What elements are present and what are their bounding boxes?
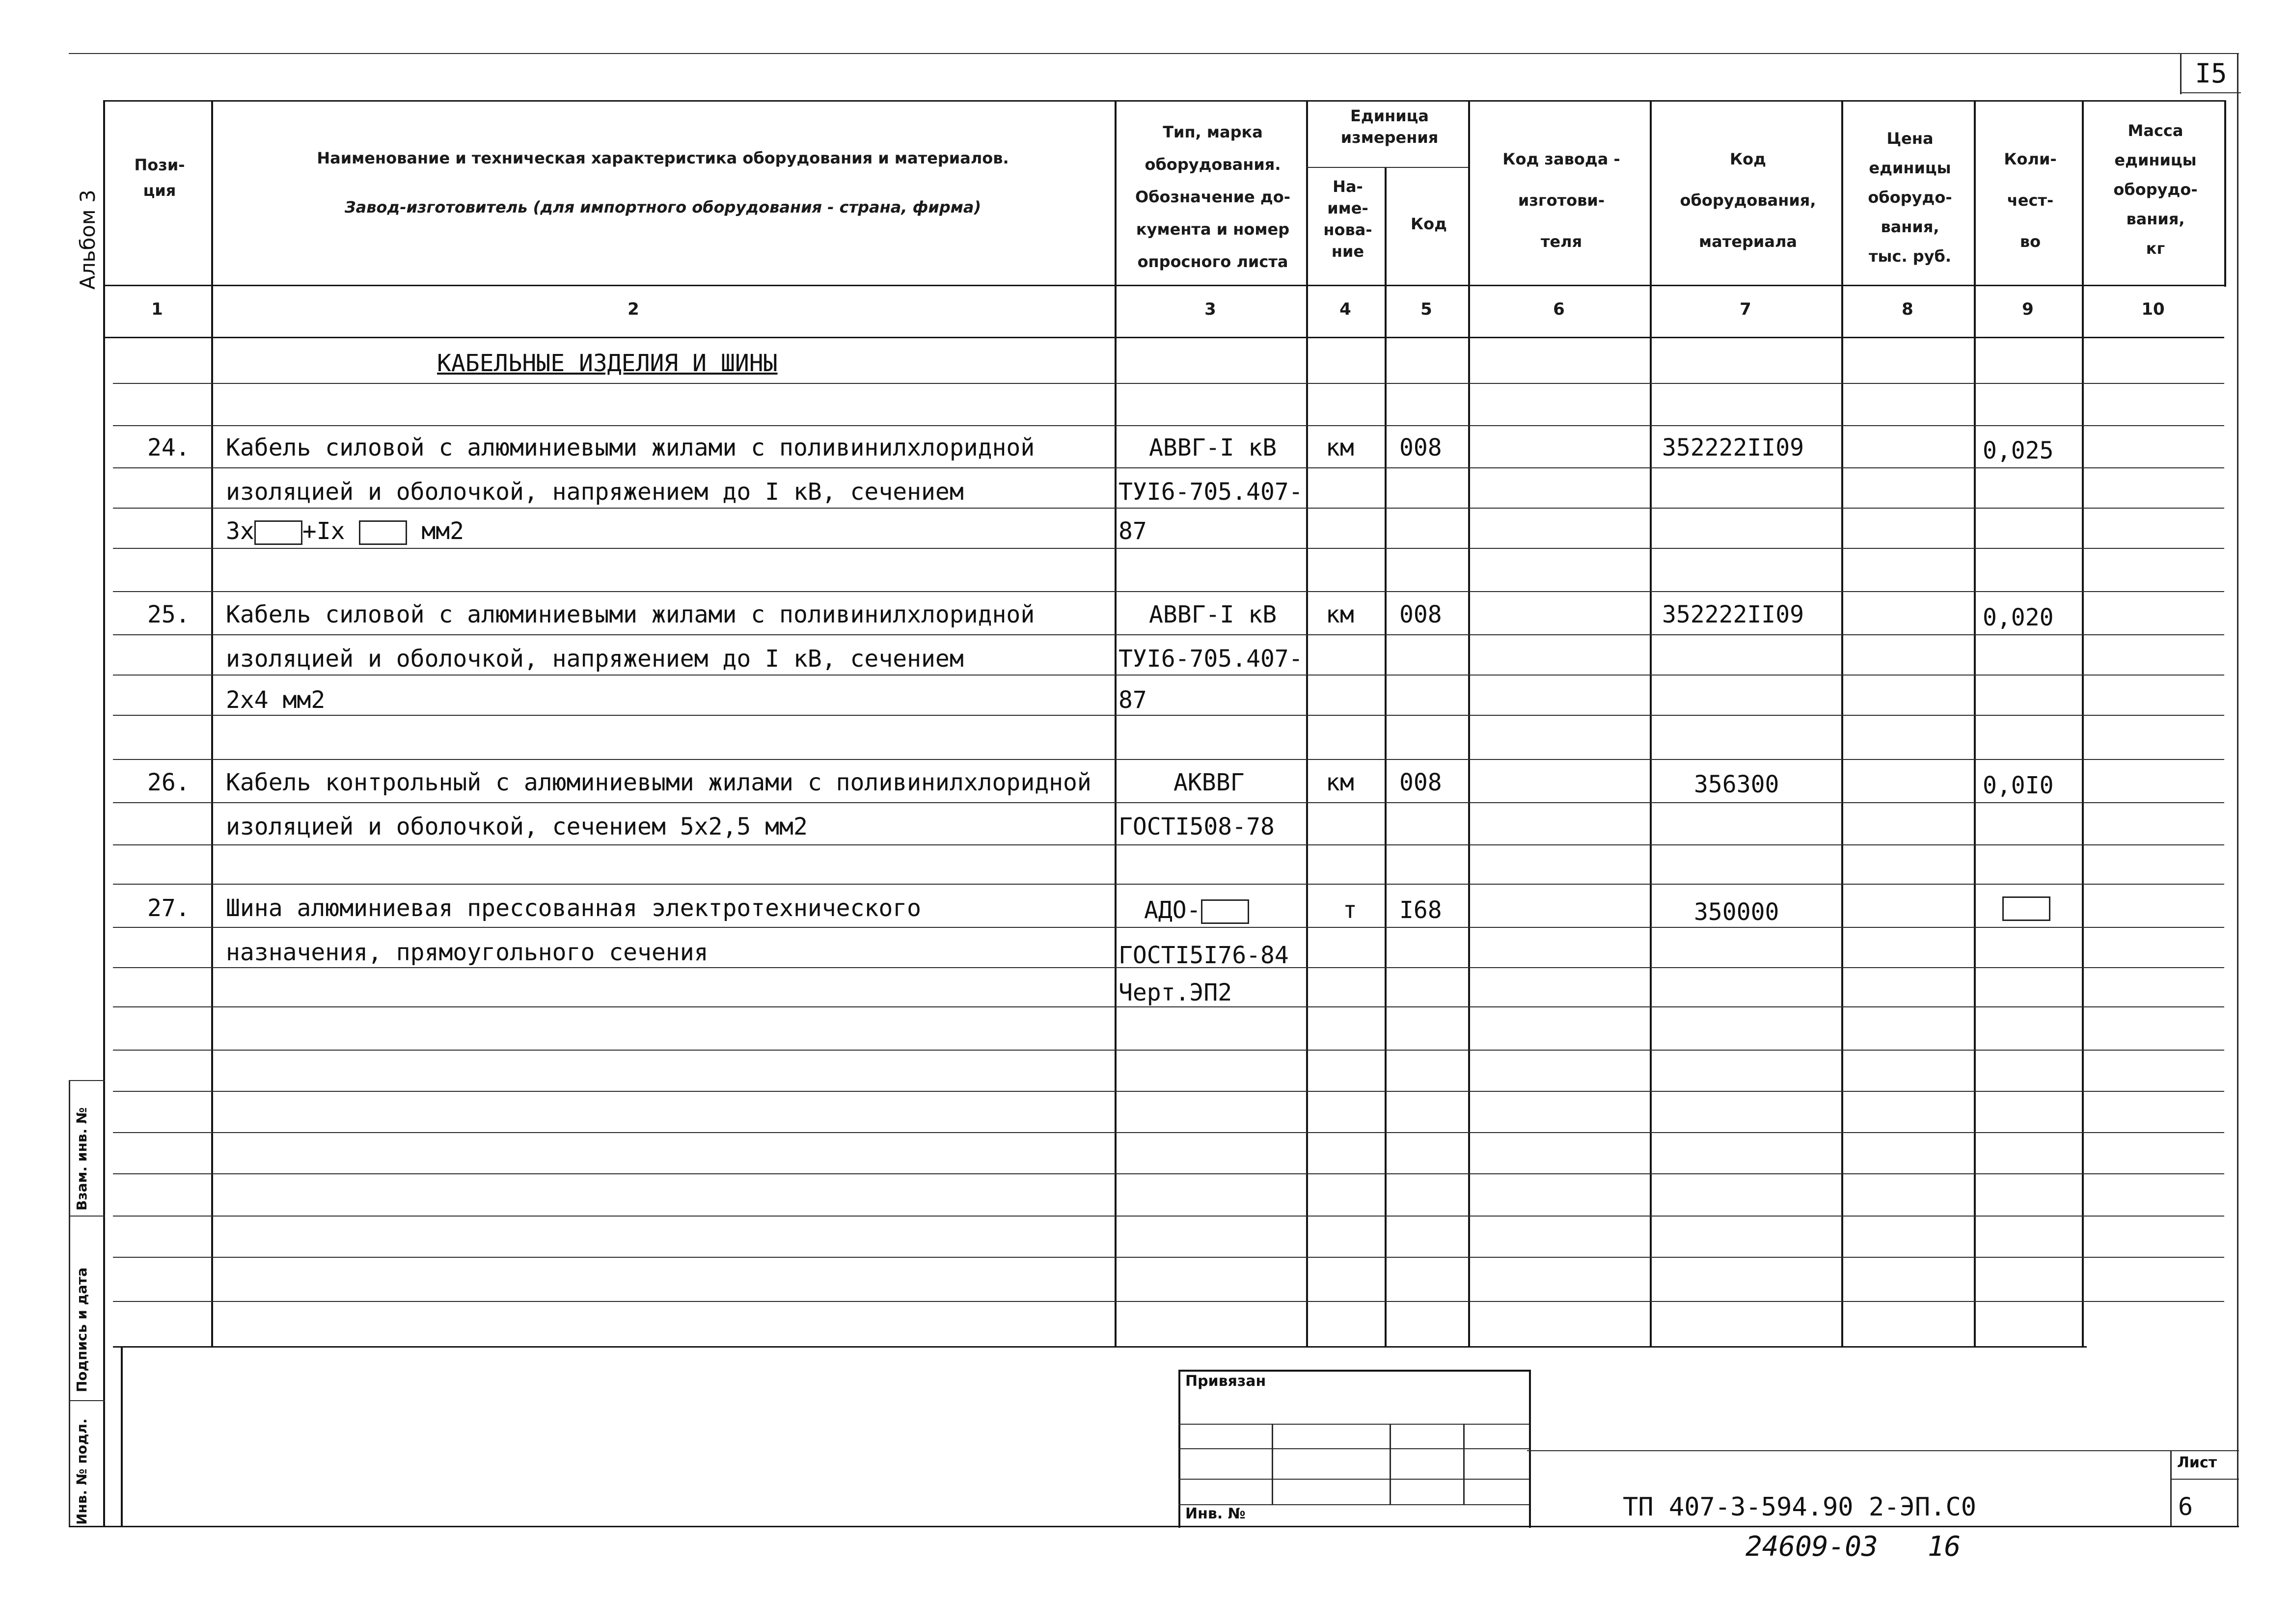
sheet-box-rule <box>2170 1479 2239 1480</box>
header-name-line2: Завод-изготовитель (для импортного оборудования - страна, фирма) <box>344 198 982 217</box>
item-27-quantity-blank-box <box>2002 896 2050 921</box>
table-row-rule <box>113 1006 2224 1007</box>
item-24-name-line3 <box>226 517 464 545</box>
col-sep-7 <box>1841 100 1843 1347</box>
sheet-label: Лист <box>2177 1454 2217 1471</box>
item-26-spec: ГОСТI508-78 <box>1118 813 1275 840</box>
side-strip-div1 <box>69 1216 105 1217</box>
colnum-4: 4 <box>1339 299 1351 319</box>
stamp-inventory-label: Инв. № <box>1185 1505 1246 1522</box>
table-row-rule <box>113 1132 2224 1133</box>
side-strip-outer <box>69 1080 70 1526</box>
item-25-unit: км <box>1326 601 1354 628</box>
table-row-rule <box>113 591 2224 592</box>
table-row-rule <box>113 1216 2224 1217</box>
item-26-unit-code: 008 <box>1399 769 1442 796</box>
item-24-unit: км <box>1326 434 1354 461</box>
col-sep-5 <box>1468 100 1470 1347</box>
table-row-rule <box>113 1257 2224 1258</box>
table-row-rule <box>113 383 2224 384</box>
header-factory-code: Код завода - изготови- теля <box>1502 150 1620 251</box>
item-25-name-line3: 2х4 мм2 <box>226 686 326 714</box>
stamp-vsep-2 <box>1390 1424 1391 1504</box>
side-label-inv-orig: Инв. № подл. <box>74 1418 90 1525</box>
sheet-value: 6 <box>2178 1492 2193 1521</box>
sheet-number-rule <box>2180 92 2241 93</box>
col-sep-9 <box>2082 100 2084 1347</box>
blank-field-box <box>1201 899 1249 924</box>
header-equipment-code: Код оборудования, материала <box>1680 150 1816 251</box>
col-sep-4 <box>1385 167 1387 1347</box>
side-strip-top <box>69 1080 105 1081</box>
header-unit-name: На- име- нова- ние <box>1323 177 1372 261</box>
item-24-name-line1: Кабель силовой с алюминиевыми жилами с поливинилхлоридной <box>226 434 1035 461</box>
table-row-rule <box>113 927 2224 928</box>
table-row-rule <box>113 508 2224 509</box>
table-row-rule <box>113 884 2224 885</box>
document-code: ТП 407-3-594.90 2-ЭП.С0 <box>1623 1492 1977 1522</box>
col-sep-3 <box>1306 100 1308 1347</box>
header-bottom-border <box>103 285 2224 286</box>
stamp-rule-1 <box>1178 1424 1529 1425</box>
page-bottom-border <box>69 1526 2239 1527</box>
col-sep-6 <box>1650 100 1652 1347</box>
stamp-rule-2 <box>1178 1448 1529 1449</box>
item-24-section-mid: +Iх <box>302 517 345 545</box>
item-27-unit: т <box>1343 896 1357 924</box>
sheet-number-box-left <box>2180 53 2182 94</box>
colnum-2: 2 <box>627 299 639 319</box>
table-row-rule <box>113 1173 2224 1174</box>
table-row-rule <box>113 1050 2224 1051</box>
item-24-section-unit: мм2 <box>421 517 464 545</box>
table-row-rule <box>113 675 2224 676</box>
stamp-vsep-3 <box>1463 1424 1465 1504</box>
item-25-unit-code: 008 <box>1399 601 1442 628</box>
item-24-type: АВВГ-I кВ <box>1149 434 1277 461</box>
item-24-spec-cont: 87 <box>1118 517 1147 545</box>
item-26-type: АКВВГ <box>1173 769 1245 796</box>
item-27-name-line2: назначения, прямоугольного сечения <box>226 939 709 966</box>
stamp-vsep-1 <box>1272 1424 1273 1504</box>
title-block-top-rule <box>1527 1450 2239 1451</box>
right-outer-frame <box>2237 53 2238 1526</box>
table-row-rule <box>113 467 2224 468</box>
top-rule <box>69 53 2239 54</box>
table-row-rule <box>113 844 2224 845</box>
item-26-position: 26. <box>147 769 190 796</box>
colnum-1: 1 <box>151 299 163 319</box>
colnum-9: 9 <box>2022 299 2034 319</box>
table-row-rule <box>113 634 2224 635</box>
left-frame <box>103 100 105 1526</box>
item-25-equipment-code: 352222II09 <box>1662 601 1804 628</box>
item-27-equipment-code: 350000 <box>1694 898 1779 926</box>
item-24-spec: ТУI6-705.407- <box>1118 478 1303 506</box>
colnum-10: 10 <box>2141 299 2165 319</box>
archive-number: 24609-03 16 <box>1746 1531 1961 1563</box>
colnum-7: 7 <box>1740 299 1751 319</box>
item-24-quantity: 0,025 <box>1983 437 2054 464</box>
item-25-spec-cont: 87 <box>1118 686 1147 714</box>
blank-field-box <box>254 520 302 545</box>
item-24-equipment-code: 352222II09 <box>1662 434 1804 461</box>
item-25-position: 25. <box>147 601 190 628</box>
album-label: Альбом 3 <box>76 189 100 290</box>
item-27-spec: ГОСТI5I76-84 <box>1118 942 1289 969</box>
item-25-name-line2: изоляцией и оболочкой, напряжением до I кВ, сечением <box>226 645 964 673</box>
table-row-rule <box>113 548 2224 549</box>
table-row-rule <box>113 425 2224 426</box>
colnum-3: 3 <box>1204 299 1216 319</box>
table-row-rule <box>113 759 2224 760</box>
item-27-type-prefix: АДО- <box>1144 896 1201 924</box>
header-unit-code: Код <box>1411 215 1447 233</box>
side-label-replace-inv: Взам. инв. № <box>74 1107 90 1211</box>
table-top-border <box>103 100 2224 102</box>
stamp-rule-3 <box>1178 1479 1529 1480</box>
unit-group-rule <box>1306 167 1468 168</box>
stamp-linked-label: Привязан <box>1185 1373 1266 1390</box>
item-26-name-line1: Кабель контрольный с алюминиевыми жилами с поливинилхлоридной <box>226 769 1091 796</box>
item-27-name-line1: Шина алюминиевая прессованная электротехнического <box>226 894 922 922</box>
item-27-position: 27. <box>147 894 190 922</box>
left-inner-frame <box>121 1346 123 1526</box>
section-title: КАБЕЛЬНЫЕ ИЗДЕЛИЯ И ШИНЫ <box>437 350 778 377</box>
header-type: Тип, марка оборудования. Обозначение до- кумента и номер опросного листа <box>1135 123 1290 271</box>
table-body-bottom-border <box>113 1346 2087 1348</box>
colnum-bottom-border <box>103 337 2224 338</box>
item-27-drawing: Черт.ЭП2 <box>1118 979 1232 1006</box>
blank-field-box <box>359 520 407 545</box>
item-24-unit-code: 008 <box>1399 434 1442 461</box>
table-row-rule <box>113 715 2224 716</box>
item-27-unit-code: I68 <box>1399 896 1442 924</box>
colnum-8: 8 <box>1902 299 1913 319</box>
colnum-5: 5 <box>1420 299 1432 319</box>
item-25-type: АВВГ-I кВ <box>1149 601 1277 628</box>
right-frame <box>2224 100 2226 287</box>
header-unit-group: Единица измерения <box>1340 107 1439 147</box>
item-27-type <box>1144 896 1249 924</box>
col-sep-8 <box>1974 100 1976 1347</box>
header-price: Цена единицы оборудо- вания, тыс. руб. <box>1868 129 1952 266</box>
item-25-spec: ТУI6-705.407- <box>1118 645 1303 673</box>
col-sep-2 <box>1115 100 1117 1347</box>
side-label-sign-date: Подпись и дата <box>74 1267 90 1392</box>
col-sep-1 <box>211 100 213 1347</box>
header-position: Пози- ция <box>134 156 185 200</box>
item-26-quantity: 0,0I0 <box>1983 772 2054 799</box>
table-row-rule <box>113 802 2224 803</box>
item-25-quantity: 0,020 <box>1983 604 2054 631</box>
colnum-6: 6 <box>1553 299 1565 319</box>
item-24-section-prefix: 3х <box>226 517 254 545</box>
header-quantity: Коли- чест- во <box>2004 150 2057 251</box>
table-row-rule <box>113 1091 2224 1092</box>
item-25-name-line1: Кабель силовой с алюминиевыми жилами с поливинилхлоридной <box>226 601 1035 628</box>
item-26-name-line2: изоляцией и оболочкой, сечением 5х2,5 мм2 <box>226 813 808 840</box>
item-24-name-line2: изоляцией и оболочкой, напряжением до I кВ, сечением <box>226 478 964 506</box>
item-26-equipment-code: 356300 <box>1694 771 1779 798</box>
table-row-rule <box>113 1301 2224 1302</box>
side-strip-div2 <box>69 1400 105 1401</box>
sheet-box-left <box>2170 1450 2172 1526</box>
item-24-position: 24. <box>147 434 190 461</box>
header-name-line1: Наименование и техническая характеристика оборудования и материалов. <box>317 149 1009 167</box>
item-26-unit: км <box>1326 769 1354 796</box>
header-mass: Масса единицы оборудо- вания, кг <box>2113 121 2198 258</box>
sheet-number-top: I5 <box>2195 58 2227 89</box>
